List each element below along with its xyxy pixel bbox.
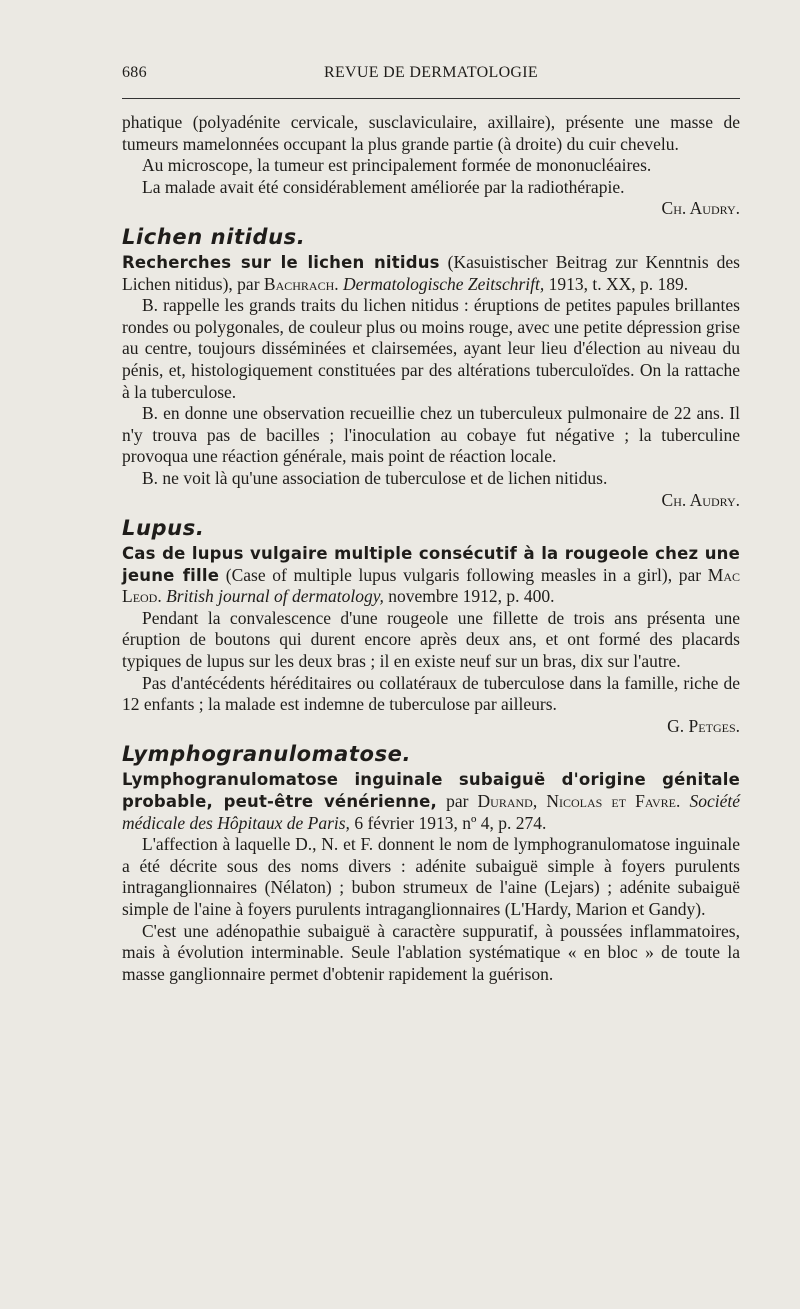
article-title: Recherches sur le lichen nitidus <box>122 252 440 272</box>
citation-author: Bachrach <box>263 273 335 294</box>
body-paragraph: L'affection à laquelle D., N. et F. donnent le nom de lymphogranulomatose inguinale a été décrite sous des noms divers : adénite subaiguë simple à foyers purulents intraganglionnaires (Nélaton) ; bubon strumeux de l'aine (Lejars) ; adénite subaiguë simple de l'aine à foyers purulents intraganglionnaires (L'Hardy, Marion et Gandy). <box>122 834 740 919</box>
author-signature: G. Petges. <box>667 715 740 736</box>
body-paragraph: Au microscope, la tumeur est principalement formée de mononucléaires. <box>142 155 652 176</box>
header-rule <box>122 98 740 99</box>
citation-authors: Durand, Nicolas et Favre <box>477 791 676 812</box>
section-heading: Lymphogranulomatose. <box>122 742 412 767</box>
body-paragraph: B. rappelle les grands traits du lichen nitidus : éruptions de petites papules brillantes rondes ou polygonales, de couleur plus ou moins rouge, avec une petite dépression grise au centre, toujours disséminées et clairsemées, ayant leur lieu d'élection au niveau du pénis, et, histologiquement constituées par des altérations tuberculoïdes. On la rattache à la tuberculose. <box>122 295 740 402</box>
citation-sep: . <box>334 273 344 294</box>
citation-details: 6 février 1913, nº 4, p. 274. <box>349 812 547 833</box>
page-body <box>122 112 740 985</box>
citation-author: Mac Leod <box>122 564 741 607</box>
author-signature: Ch. Audry. <box>661 489 740 510</box>
section-heading: Lupus. <box>122 516 205 541</box>
body-paragraph: phatique (polyadénite cervicale, susclaviculaire, axillaire), présente une masse de tumeurs mamelonnées occupant la plus grande partie (à droite) du cuir chevelu. <box>122 112 740 154</box>
body-paragraph: Pas d'antécédents héréditaires ou collatéraux de tuberculose dans la famille, riche de 12 enfants ; la malade est indemne de tuberculose par ailleurs. <box>122 672 740 715</box>
section-heading: Lichen nitidus. <box>122 224 306 249</box>
citation-text: (Case of multiple lupus vulgaris following measles in a girl), par <box>219 564 708 585</box>
article-title: Lymphogranulomatose inguinale subaiguë d'origine génitale probable, peut-être vénérienne, <box>122 770 740 812</box>
body-paragraph: B. ne voit là qu'une association de tuberculose et de lichen nitidus. <box>142 467 608 488</box>
article-citation <box>122 252 740 295</box>
citation-journal: Dermatologische Zeitschrift, <box>343 273 545 294</box>
running-title: REVUE DE DERMATOLOGIE <box>324 64 538 81</box>
citation-details: 1913, t. XX, p. 189. <box>544 273 689 294</box>
body-paragraph: La malade avait été considérablement améliorée par la radiothérapie. <box>142 176 625 197</box>
page-header <box>122 62 740 86</box>
article-citation <box>122 769 740 834</box>
citation-details: novembre 1912, p. 400. <box>383 586 555 607</box>
body-paragraph: C'est une adénopathie subaiguë à caractère suppuratif, à poussées inflammatoires, mais à évolution interminable. Seule l'ablation systématique « en bloc » de toute la masse ganglionnaire permet d'obtenir rapidement la guérison. <box>122 920 740 984</box>
article-citation <box>122 543 740 608</box>
body-paragraph: Pendant la convalescence d'une rougeole une fillette de trois ans présenta une éruption de boutons qui durent encore après deux ans, et ont formé des placards typiques de lupus sur les deux bras ; il en existe neuf sur un bras, dix sur l'autre. <box>122 607 740 672</box>
citation-sep: . <box>157 586 167 607</box>
author-signature: Ch. Audry. <box>661 198 740 219</box>
page-number: 686 <box>122 64 147 81</box>
body-paragraph: B. en donne une observation recueillie chez un tuberculeux pulmonaire de 22 ans. Il n'y trouva pas de bacilles ; l'inoculation au cobaye fut négative ; la tuberculine provoqua une réaction générale, mais point de réaction locale. <box>122 403 740 467</box>
article-title: Cas de lupus vulgaire multiple consécutif à la rougeole chez une jeune fille <box>122 544 740 585</box>
citation-text: par <box>437 791 478 812</box>
citation-journal: British journal of dermatology, <box>166 586 384 607</box>
citation-journal: Société médicale des Hôpitaux de Paris, <box>122 791 740 833</box>
citation-sep: . <box>676 791 690 812</box>
citation-text: (Kasuistischer Beitrag zur Kenntnis des Lichen nitidus), par <box>122 251 740 294</box>
